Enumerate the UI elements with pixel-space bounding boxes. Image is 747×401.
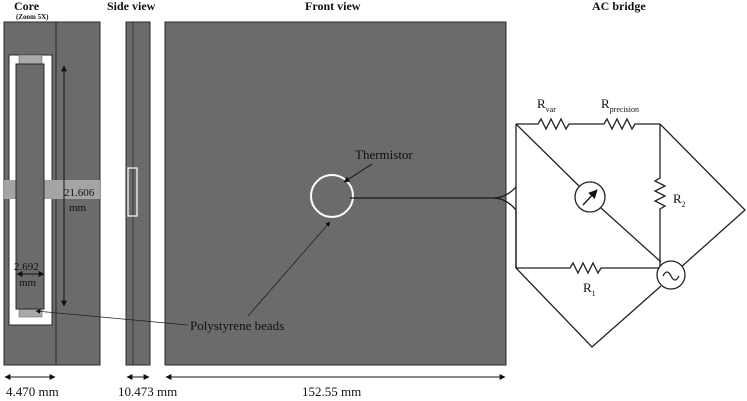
resistor-r2 (655, 124, 665, 268)
header-front-view: Front view (305, 0, 361, 13)
front-dimension: 152.55 mm (302, 384, 362, 399)
ac-source-icon (657, 261, 685, 289)
wire-diag-upper (516, 124, 579, 186)
ac-bridge (516, 119, 745, 347)
label-r-precision: $R_{precision}$ (601, 96, 639, 114)
header-side-view: Side view (107, 0, 156, 13)
bead-top (19, 55, 42, 64)
core-dimension: 4.470 mm (6, 384, 59, 399)
side-view-panel (126, 22, 150, 365)
header-ac-bridge: AC bridge (592, 0, 646, 13)
thermistor-label: Thermistor (355, 147, 413, 162)
galvanometer-icon (575, 182, 605, 212)
label-r2: $R_2$ (673, 191, 686, 209)
wire-outer-lower (516, 210, 661, 347)
front-view-panel (165, 22, 516, 365)
label-r1: $R_1$ (583, 280, 596, 298)
core-length-value: 21.606 (64, 187, 95, 199)
beads-label: Polystyrene beads (190, 318, 285, 333)
side-dimension: 10.473 mm (118, 384, 178, 399)
core-width-value: 2.692 (14, 261, 39, 273)
resistor-r-var-and-precision (516, 119, 660, 129)
wire-diag-lower (601, 208, 661, 262)
label-r-var: $R_{var}$ (537, 96, 556, 114)
core-panel (4, 22, 100, 365)
core-length-unit: mm (69, 202, 87, 214)
core-width-unit: mm (19, 277, 37, 289)
resistor-r1 (516, 263, 660, 273)
header-core-zoom: (Zoom 5X) (16, 13, 49, 21)
header-core: Core (14, 0, 40, 13)
